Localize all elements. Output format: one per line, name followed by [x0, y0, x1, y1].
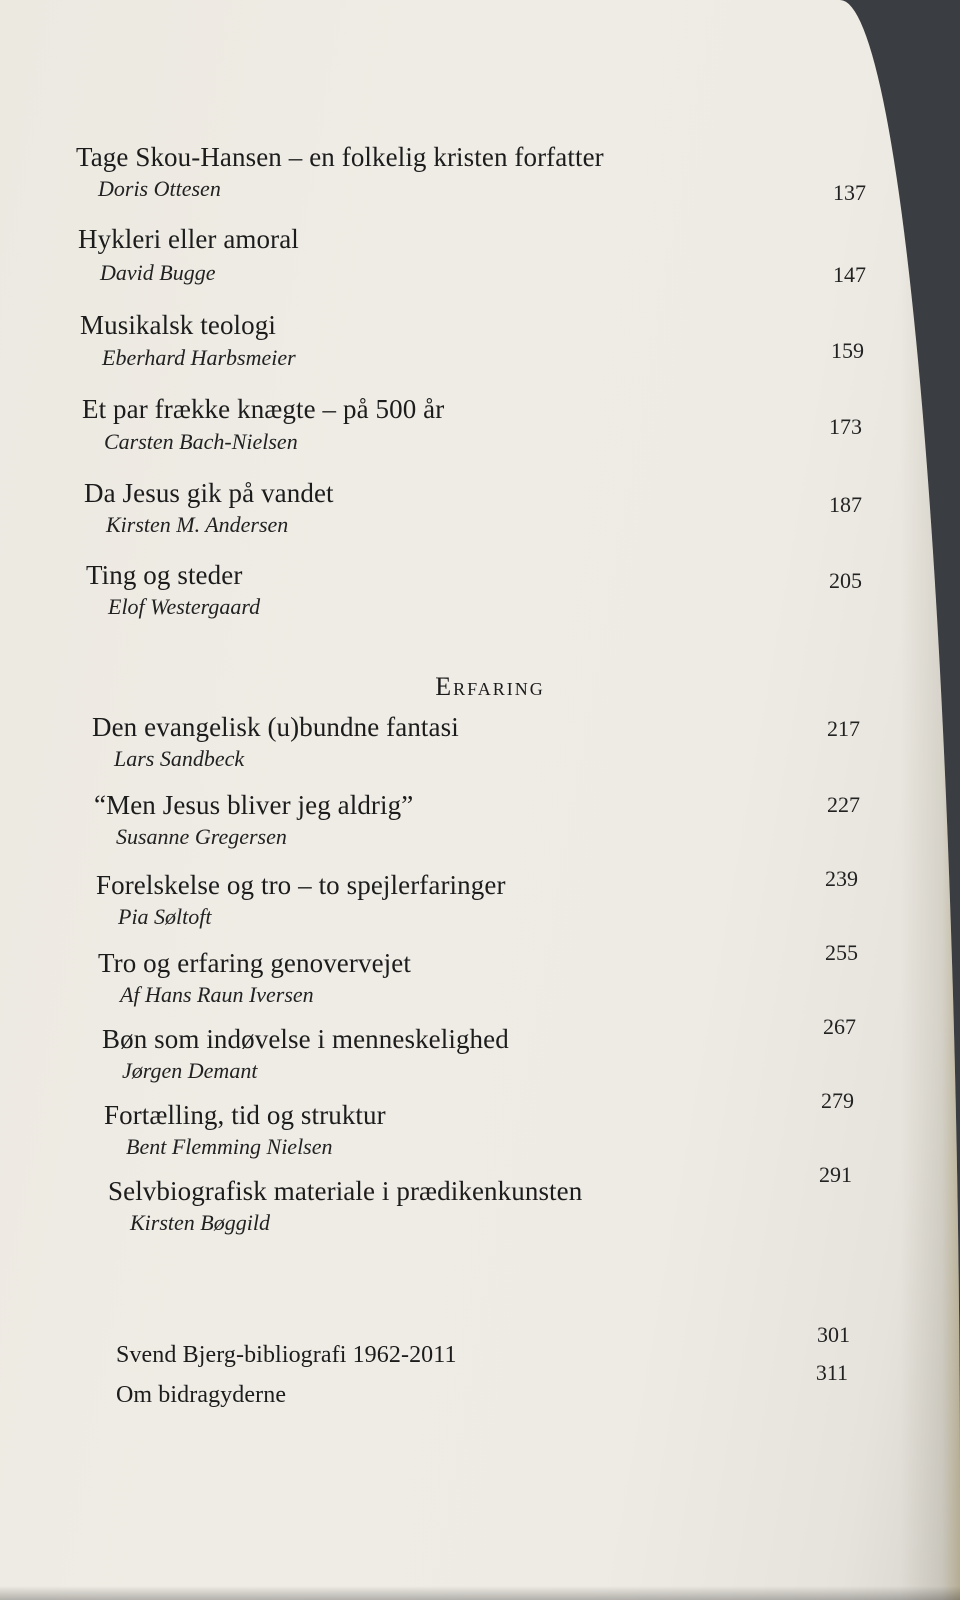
entry-author: Kirsten M. Andersen	[106, 512, 289, 537]
entry-title: Om bidragyderne	[116, 1382, 287, 1408]
entry-page-number: 291	[819, 1162, 852, 1187]
entry-page-number: 267	[823, 1014, 856, 1039]
entry-title: Musikalsk teologi	[80, 310, 276, 340]
entry-author: Doris Ottesen	[98, 176, 221, 201]
entry-page-number: 205	[829, 568, 862, 593]
entry-page-number: 173	[829, 414, 862, 439]
entry-page-number: 255	[825, 940, 858, 965]
entry-title: Forelskelse og tro – to spejlerfaringer	[96, 870, 506, 900]
entry-title: Bøn som indøvelse i menneskelighed	[102, 1024, 509, 1054]
section-heading: Erfaring	[435, 672, 545, 701]
entry-page-number: 159	[831, 338, 864, 363]
entry-title: “Men Jesus bliver jeg aldrig”	[94, 790, 414, 820]
entry-author: Kirsten Bøggild	[130, 1210, 270, 1235]
entry-author: Elof Westergaard	[108, 594, 261, 619]
entry-page-number: 239	[825, 866, 858, 891]
entry-author: Jørgen Demant	[122, 1058, 258, 1083]
entry-page-number: 217	[827, 716, 860, 741]
entry-title: Svend Bjerg-bibliografi 1962-2011	[116, 1342, 457, 1368]
entry-title: Tage Skou-Hansen – en folkelig kristen forfatter	[76, 142, 604, 172]
entry-author: Af Hans Raun Iversen	[120, 982, 314, 1007]
entry-title: Da Jesus gik på vandet	[84, 478, 334, 508]
entry-title: Hykleri eller amoral	[78, 224, 299, 254]
entry-page-number: 137	[833, 180, 866, 205]
entry-author: Eberhard Harbsmeier	[102, 345, 296, 370]
entry-author: Carsten Bach-Nielsen	[104, 429, 298, 454]
entry-page-number: 187	[829, 492, 862, 517]
entry-title: Tro og erfaring genovervejet	[98, 948, 411, 978]
entry-page-number: 147	[833, 262, 866, 287]
entry-author: Susanne Gregersen	[116, 824, 287, 849]
entry-title: Ting og steder	[86, 560, 243, 590]
entry-title: Selvbiografisk materiale i prædikenkunsten	[108, 1176, 583, 1206]
entry-title: Et par frække knægte – på 500 år	[82, 394, 445, 424]
entry-author: Lars Sandbeck	[114, 746, 245, 771]
entry-page-number: 301	[817, 1322, 850, 1347]
entry-author: Bent Flemming Nielsen	[126, 1134, 333, 1159]
entry-author: David Bugge	[100, 260, 216, 285]
entry-author: Pia Søltoft	[118, 904, 212, 929]
entry-page-number: 279	[821, 1088, 854, 1113]
entry-page-number: 311	[815, 1360, 848, 1385]
page-bottom-edge	[0, 1586, 960, 1600]
entry-title: Den evangelisk (u)bundne fantasi	[92, 712, 459, 742]
entry-page-number: 227	[827, 792, 860, 817]
entry-title: Fortælling, tid og struktur	[104, 1100, 386, 1130]
page-curl-shadow	[900, 0, 960, 1600]
